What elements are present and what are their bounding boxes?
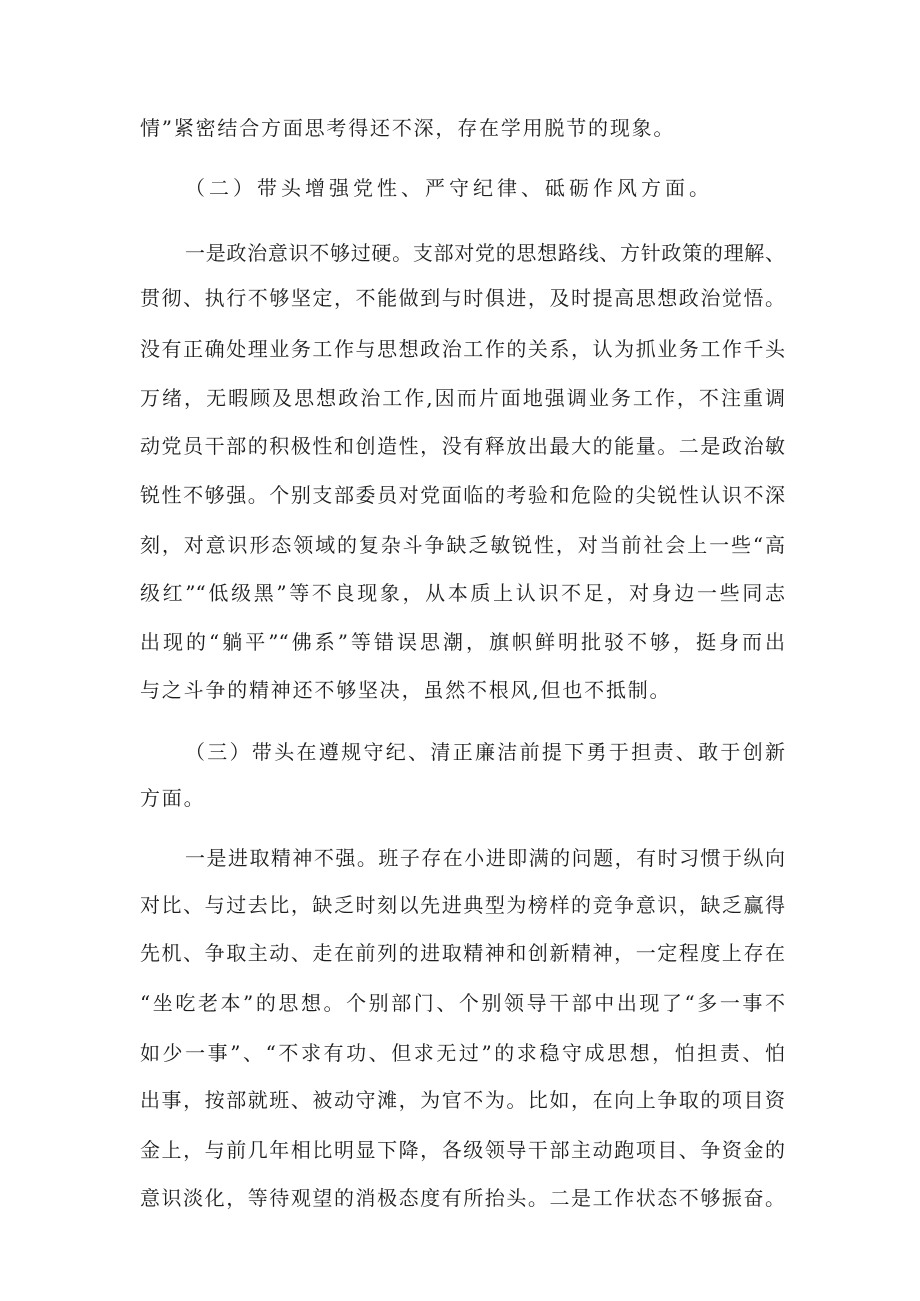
text-line: 对比、与过去比，缺乏时刻以先进典型为榜样的竞争意识，缺乏赢得 bbox=[140, 893, 785, 917]
section-heading-text: （三）带头在遵规守纪、清正廉洁前提下勇于担责、敢于创新 bbox=[185, 740, 785, 764]
text-line: 锐性不够强。个别支部委员对党面临的考验和危险的尖锐性认识不深 bbox=[140, 483, 785, 507]
text-line: 意识淡化，等待观望的消极态度有所抬头。二是工作状态不够振奋。 bbox=[140, 1186, 785, 1210]
text-line: 一是政治意识不够过硬。支部对党的思想路线、方针政策的理解、 bbox=[185, 241, 785, 265]
text-line: 万绪，无暇顾及思想政治工作,因而片面地强调业务工作，不注重调 bbox=[140, 386, 785, 410]
text-line: 先机、争取主动、走在前列的进取精神和创新精神，一定程度上存在 bbox=[140, 941, 785, 965]
text-line: 动党员干部的积极性和创造性，没有释放出最大的能量。二是政治敏 bbox=[140, 434, 785, 458]
text-line: 一是进取精神不强。班子存在小进即满的问题，有时习惯于纵向 bbox=[185, 846, 785, 870]
text-line: 金上，与前几年相比明显下降，各级领导干部主动跑项目、争资金的 bbox=[140, 1138, 785, 1162]
text-line: 情”紧密结合方面思考得还不深，存在学用脱节的现象。 bbox=[140, 116, 676, 140]
text-line: 级红”“低级黑”等不良现象，从本质上认识不足，对身边一些同志 bbox=[140, 581, 785, 605]
text-line: 没有正确处理业务工作与思想政治工作的关系，认为抓业务工作千头 bbox=[140, 337, 785, 361]
text-line: 出现的“躺平”“佛系”等错误思潮，旗帜鲜明批驳不够，挺身而出 bbox=[140, 630, 785, 654]
text-line: 与之斗争的精神还不够坚决，虽然不根风,但也不抵制。 bbox=[140, 678, 672, 702]
text-line: 刻，对意识形态领域的复杂斗争缺乏敏锐性，对当前社会上一些“高 bbox=[140, 533, 785, 557]
text-line: “坐吃老本”的思想。个别部门、个别领导干部中出现了“多一事不 bbox=[140, 991, 785, 1015]
section-heading-text: 方面。 bbox=[140, 786, 206, 810]
text-line: 贯彻、执行不够坚定，不能做到与时俱进，及时提高思想政治觉悟。 bbox=[140, 286, 785, 310]
section-heading-text: （二）带头增强党性、严守纪律、砥砺作风方面。 bbox=[185, 176, 713, 200]
text-line: 出事，按部就班、被动守滩，为官不为。比如，在向上争取的项目资 bbox=[140, 1088, 785, 1112]
text-line: 如少一事”、“不求有功、但求无过”的求稳守成思想，怕担责、怕 bbox=[140, 1041, 785, 1065]
